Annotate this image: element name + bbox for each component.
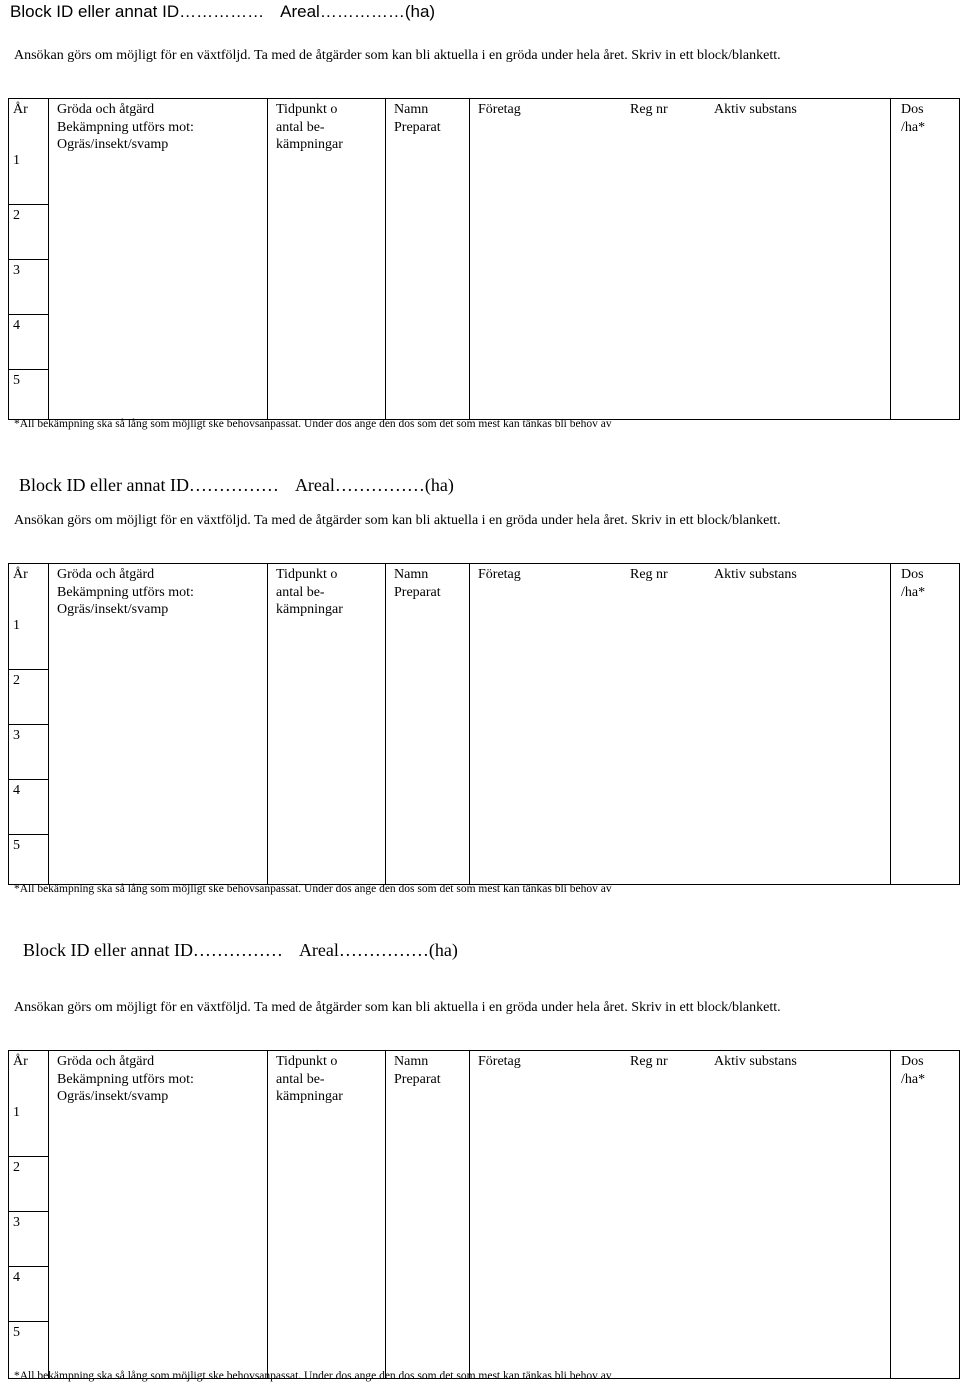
col-header-timing: antal be- bbox=[276, 1071, 325, 1087]
col-header-timing: kämpningar bbox=[276, 1089, 343, 1104]
intro-text: Ansökan görs om möjligt för en växtföljd. Ta med de åtgärder som kan bli aktuella i en gröda under hela året. Skriv in ett block/blankett. bbox=[14, 513, 781, 528]
details-column[interactable] bbox=[470, 564, 960, 885]
details-column[interactable] bbox=[470, 1051, 960, 1379]
col-header-timing: kämpningar bbox=[276, 602, 343, 617]
treatment-table bbox=[8, 1050, 960, 1379]
col-header-crop: Bekämpning utförs mot: bbox=[57, 119, 194, 135]
row-number: 3 bbox=[13, 263, 20, 278]
col-header-reg-nr: Reg nr bbox=[630, 102, 668, 117]
col-header-product: Preparat bbox=[394, 584, 441, 600]
crop-column[interactable] bbox=[49, 1051, 268, 1379]
col-header-year: År bbox=[13, 567, 28, 582]
col-header-company: Företag bbox=[478, 1054, 521, 1069]
col-header-timing: kämpningar bbox=[276, 137, 343, 152]
col-header-timing: Tidpunkt o bbox=[276, 102, 338, 117]
year-cell[interactable] bbox=[9, 564, 49, 670]
year-cell[interactable] bbox=[9, 260, 49, 315]
details-column[interactable] bbox=[470, 99, 960, 420]
row-number: 1 bbox=[13, 152, 20, 168]
row-number: 4 bbox=[13, 318, 20, 333]
col-header-crop: Ogräs/insekt/svamp bbox=[57, 1089, 169, 1104]
row-number: 5 bbox=[13, 1325, 20, 1340]
dose-column[interactable] bbox=[890, 1050, 959, 1378]
row-number: 3 bbox=[13, 728, 20, 743]
col-header-crop: Ogräs/insekt/svamp bbox=[57, 137, 169, 152]
product-name-column[interactable] bbox=[386, 1051, 470, 1379]
row-number: 2 bbox=[13, 673, 20, 688]
area-label: Areal……………(ha) bbox=[280, 2, 436, 21]
year-cell[interactable] bbox=[9, 1051, 49, 1157]
row-number: 4 bbox=[13, 1270, 20, 1285]
treatment-table bbox=[8, 563, 960, 885]
product-name-column[interactable] bbox=[386, 99, 470, 420]
dose-column[interactable] bbox=[890, 98, 959, 419]
col-header-product: Preparat bbox=[394, 1071, 441, 1087]
crop-column[interactable] bbox=[49, 99, 268, 420]
area-label: Areal……………(ha) bbox=[294, 475, 454, 495]
intro-text: Ansökan görs om möjligt för en växtföljd. Ta med de åtgärder som kan bli aktuella i en gröda under hela året. Skriv in ett block/blankett. bbox=[14, 48, 781, 63]
intro-text: Ansökan görs om möjligt för en växtföljd. Ta med de åtgärder som kan bli aktuella i en gröda under hela året. Skriv in ett block/blankett. bbox=[14, 1000, 781, 1015]
block-id-label: Block ID eller annat ID…………… bbox=[19, 475, 279, 495]
year-cell[interactable] bbox=[9, 1267, 49, 1322]
col-header-product: Namn bbox=[394, 1054, 429, 1069]
section-heading bbox=[23, 940, 458, 961]
block-id-label: Block ID eller annat ID…………… bbox=[10, 2, 265, 21]
table-row bbox=[9, 564, 960, 670]
timing-column[interactable] bbox=[268, 564, 386, 885]
year-cell[interactable] bbox=[9, 1157, 49, 1212]
col-header-crop: Bekämpning utförs mot: bbox=[57, 584, 194, 600]
row-number: 5 bbox=[13, 838, 20, 853]
footnote: *All bekämpning ska så lång som möjligt ske behovsanpassat. Under dos ange den dos som det som mest kan tänkas bli behov av bbox=[14, 418, 612, 430]
col-header-crop: Gröda och åtgärd bbox=[57, 102, 155, 117]
year-cell[interactable] bbox=[9, 99, 49, 205]
row-number: 3 bbox=[13, 1215, 20, 1230]
year-cell[interactable] bbox=[9, 780, 49, 835]
col-header-reg-nr: Reg nr bbox=[630, 567, 668, 582]
col-header-reg-nr: Reg nr bbox=[630, 1054, 668, 1069]
col-header-dose: Dos bbox=[901, 567, 924, 582]
col-header-timing: Tidpunkt o bbox=[276, 1054, 338, 1069]
col-header-dose: Dos bbox=[901, 1054, 924, 1069]
table-row bbox=[9, 1051, 960, 1157]
timing-column[interactable] bbox=[268, 1051, 386, 1379]
section-heading bbox=[19, 475, 454, 496]
row-number: 1 bbox=[13, 617, 20, 633]
col-header-timing: antal be- bbox=[276, 119, 325, 135]
year-cell[interactable] bbox=[9, 670, 49, 725]
col-header-year: År bbox=[13, 1054, 28, 1069]
crop-column[interactable] bbox=[49, 564, 268, 885]
col-header-active-substance: Aktiv substans bbox=[714, 567, 797, 582]
year-cell[interactable] bbox=[9, 315, 49, 370]
col-header-active-substance: Aktiv substans bbox=[714, 102, 797, 117]
timing-column[interactable] bbox=[268, 99, 386, 420]
col-header-company: Företag bbox=[478, 567, 521, 582]
row-number: 4 bbox=[13, 783, 20, 798]
footnote: *All bekämpning ska så lång som möjligt ske behovsanpassat. Under dos ange den dos som det som mest kan tänkas bli behov av bbox=[14, 883, 612, 895]
col-header-dose: Dos bbox=[901, 102, 924, 117]
dose-column[interactable] bbox=[890, 563, 959, 884]
col-header-product: Preparat bbox=[394, 119, 441, 135]
col-header-product: Namn bbox=[394, 567, 429, 582]
year-cell[interactable] bbox=[9, 1212, 49, 1267]
col-header-product: Namn bbox=[394, 102, 429, 117]
table-row bbox=[9, 99, 960, 205]
col-header-crop: Gröda och åtgärd bbox=[57, 567, 155, 582]
col-header-crop: Gröda och åtgärd bbox=[57, 1054, 155, 1069]
row-number: 2 bbox=[13, 208, 20, 223]
col-header-active-substance: Aktiv substans bbox=[714, 1054, 797, 1069]
col-header-dose: /ha* bbox=[901, 584, 926, 600]
footnote: *All bekämpning ska så lång som möjligt ske behovsanpassat. Under dos ange den dos som det som mest kan tänkas bli behov av bbox=[14, 1370, 612, 1382]
block-id-label: Block ID eller annat ID…………… bbox=[23, 940, 283, 960]
col-header-dose: /ha* bbox=[901, 1071, 926, 1087]
col-header-timing: Tidpunkt o bbox=[276, 567, 338, 582]
col-header-crop: Ogräs/insekt/svamp bbox=[57, 602, 169, 617]
section-heading bbox=[10, 2, 435, 22]
col-header-company: Företag bbox=[478, 102, 521, 117]
year-cell[interactable] bbox=[9, 725, 49, 780]
col-header-crop: Bekämpning utförs mot: bbox=[57, 1071, 194, 1087]
year-cell[interactable] bbox=[9, 370, 49, 420]
row-number: 5 bbox=[13, 373, 20, 388]
col-header-dose: /ha* bbox=[901, 119, 926, 135]
area-label: Areal……………(ha) bbox=[298, 940, 458, 960]
treatment-table bbox=[8, 98, 960, 420]
col-header-timing: antal be- bbox=[276, 584, 325, 600]
year-cell[interactable] bbox=[9, 835, 49, 885]
product-name-column[interactable] bbox=[386, 564, 470, 885]
row-number: 1 bbox=[13, 1104, 20, 1120]
col-header-year: År bbox=[13, 102, 28, 117]
row-number: 2 bbox=[13, 1160, 20, 1175]
year-cell[interactable] bbox=[9, 205, 49, 260]
